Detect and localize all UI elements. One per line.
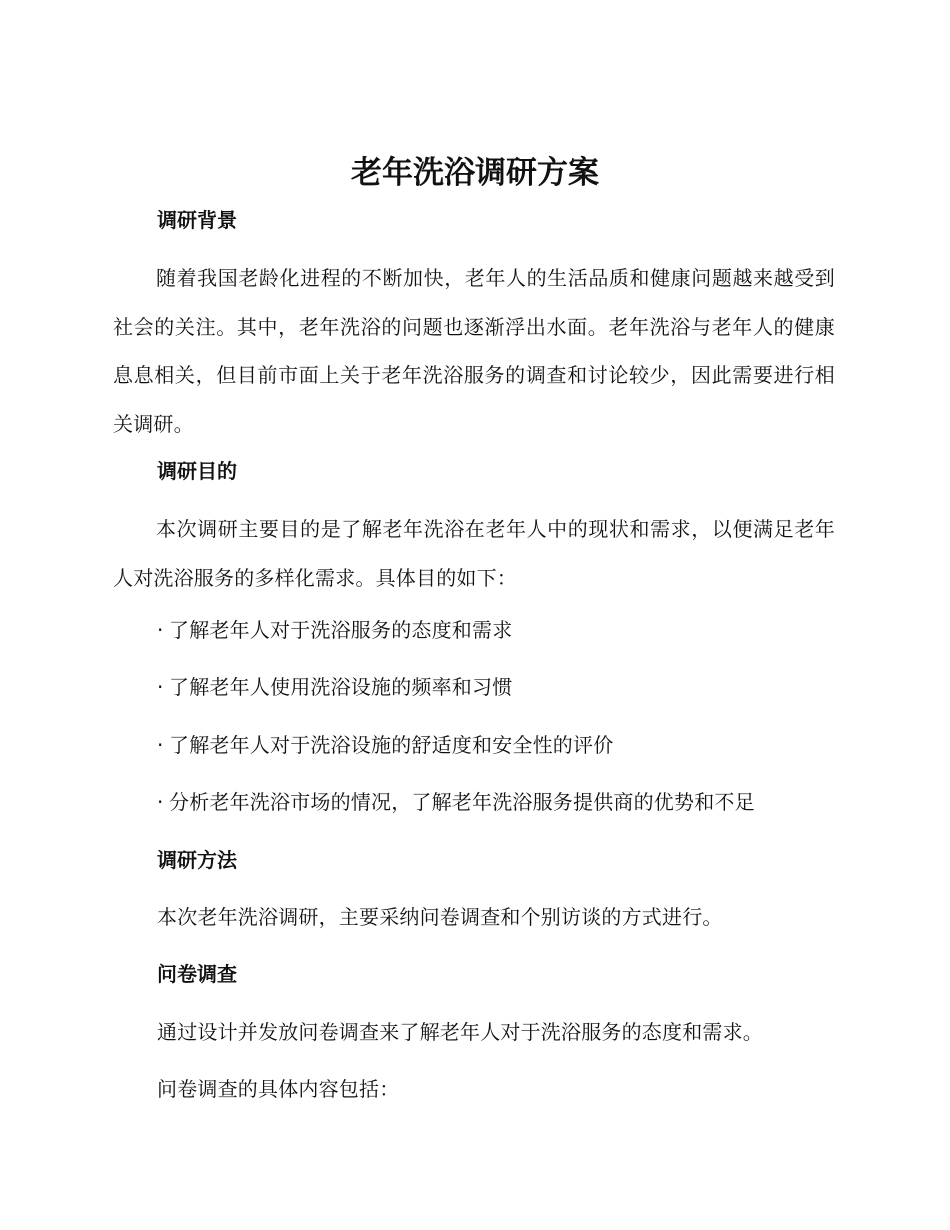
document-title: 老年洗浴调研方案	[351, 155, 599, 191]
heading-questionnaire: 问卷调查	[157, 962, 237, 986]
list-item	[157, 615, 512, 645]
bullet-marker: ·	[157, 733, 164, 757]
list-item-text: 了解老年人对于洗浴服务的态度和需求	[169, 618, 513, 642]
text-questionnaire: 通过设计并发放问卷调查来了解老年人对于洗浴服务的态度和需求。	[157, 1020, 763, 1044]
list-item	[157, 730, 613, 760]
bullet-marker: ·	[157, 675, 164, 699]
heading-purpose: 调研目的	[157, 459, 237, 483]
paragraph-background: 随着我国老龄化进程的不断加快，老年人的生活品质和健康问题越来越受到社会的关注。其中，老年洗浴的问题也逐渐浮出水面。老年洗浴与老年人的健康息息相关，但目前市面上关于老年洗浴服务的调查和讨论较少，因此需要进行相关调研。	[113, 266, 835, 436]
paragraph-purpose: 本次调研主要目的是了解老年洗浴在老年人中的现状和需求，以便满足老年人对洗浴服务的多样化需求。具体目的如下：	[113, 517, 835, 590]
heading-background: 调研背景	[157, 208, 237, 232]
list-item	[157, 787, 755, 817]
text-questionnaire-content-intro: 问卷调查的具体内容包括：	[157, 1077, 400, 1101]
list-item-text: 分析老年洗浴市场的情况，了解老年洗浴服务提供商的优势和不足	[169, 790, 755, 814]
bullet-marker: ·	[157, 790, 164, 814]
list-item-text: 了解老年人对于洗浴设施的舒适度和安全性的评价	[169, 733, 614, 757]
text-method: 本次老年洗浴调研，主要采纳问卷调查和个别访谈的方式进行。	[157, 905, 723, 929]
list-item-text: 了解老年人使用洗浴设施的频率和习惯	[169, 675, 513, 699]
list-item	[157, 672, 512, 702]
heading-method: 调研方法	[157, 848, 237, 872]
bullet-marker: ·	[157, 618, 164, 642]
